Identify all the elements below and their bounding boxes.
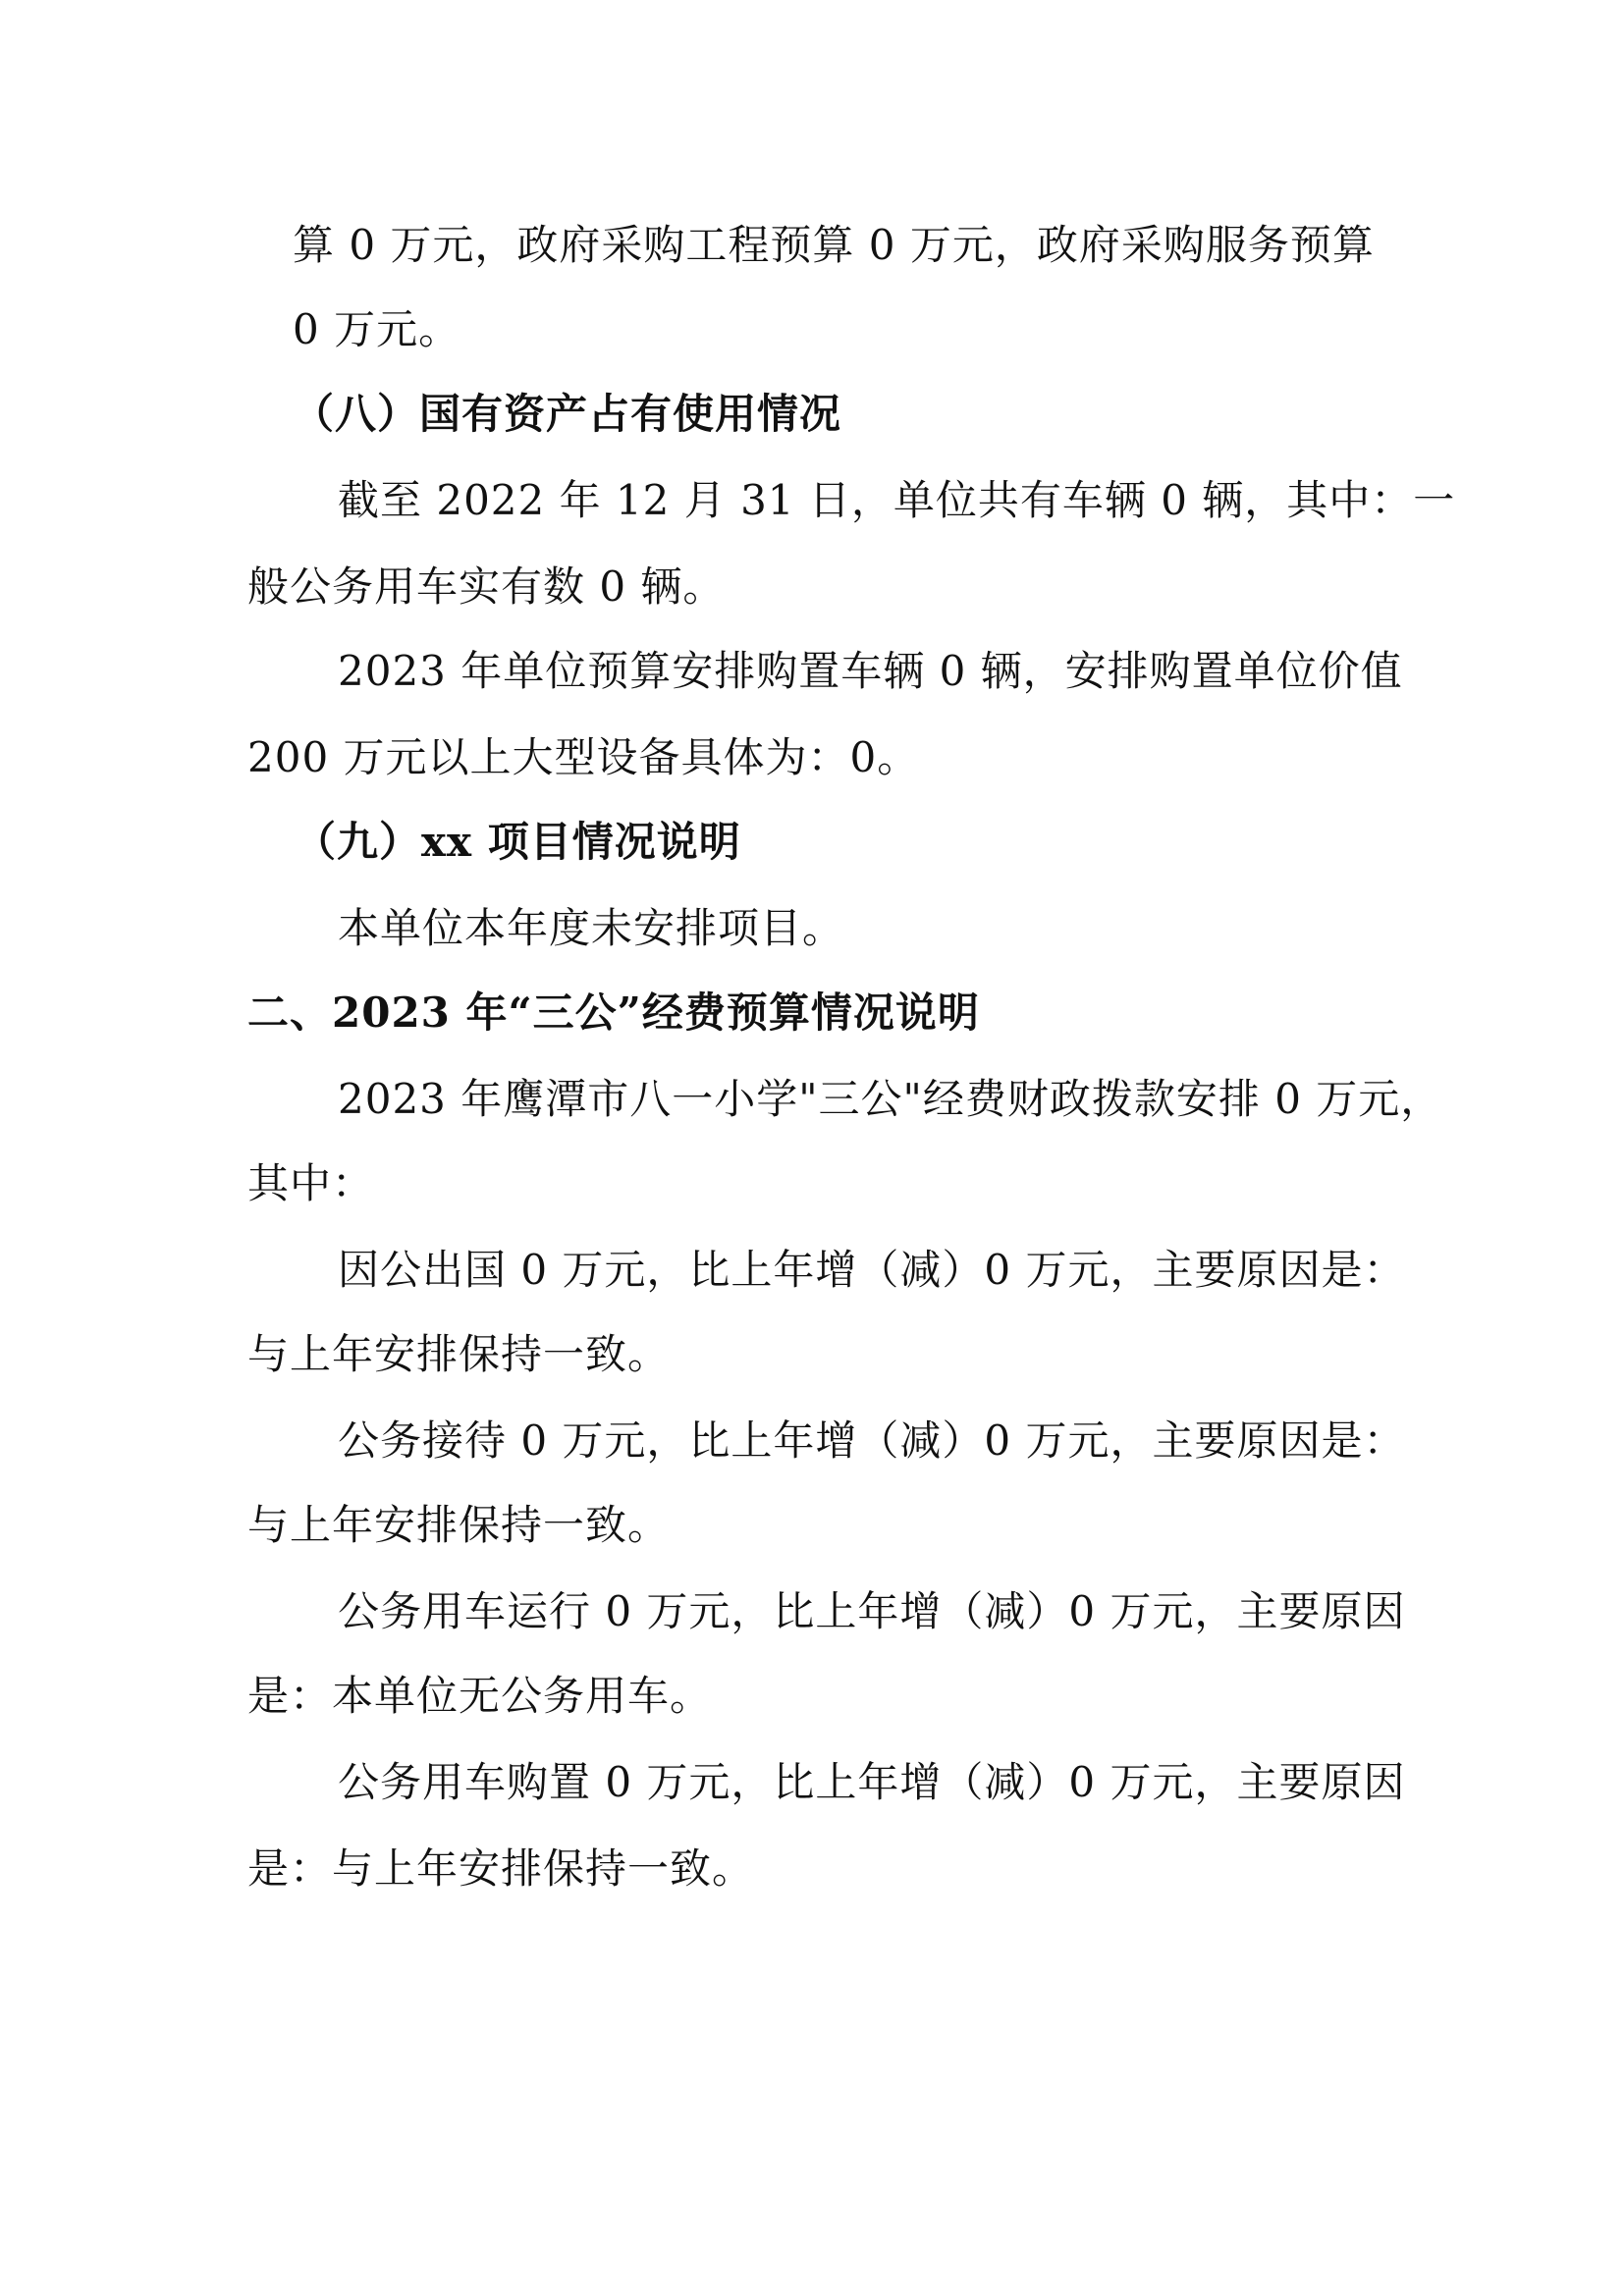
text-line: 公务用车购置 0 万元，比上年增（减）0 万元，主要原因 bbox=[338, 1758, 1406, 1806]
text-line: 公务用车运行 0 万元，比上年增（减）0 万元，主要原因 bbox=[338, 1587, 1406, 1635]
text-line: 因公出国 0 万元，比上年增（减）0 万元，主要原因是： bbox=[338, 1246, 1406, 1294]
section-heading: （九）xx 项目情况说明 bbox=[295, 818, 741, 866]
text-line: 与上年安排保持一致。 bbox=[247, 1330, 671, 1378]
section-heading: 二、2023 年“三公”经费预算情况说明 bbox=[247, 988, 980, 1037]
text-line: 般公务用车实有数 0 辆。 bbox=[247, 562, 726, 611]
text-line: 是：本单位无公务用车。 bbox=[247, 1672, 713, 1720]
text-line: 与上年安排保持一致。 bbox=[247, 1501, 671, 1549]
text-line: 2023 年单位预算安排购置车辆 0 辆，安排购置单位价值 bbox=[338, 647, 1403, 695]
text-line: 其中： bbox=[247, 1159, 375, 1207]
text-line: 截至 2022 年 12 月 31 日，单位共有车辆 0 辆，其中：一 bbox=[338, 476, 1456, 524]
text-line: 200 万元以上大型设备具体为：0。 bbox=[247, 733, 920, 781]
text-line: 2023 年鹰潭市八一小学"三公"经费财政拨款安排 0 万元， bbox=[338, 1075, 1443, 1123]
text-line: 0 万元。 bbox=[293, 305, 461, 353]
text-line: 算 0 万元，政府采购工程预算 0 万元，政府采购服务预算 bbox=[293, 221, 1375, 269]
text-line: 是：与上年安排保持一致。 bbox=[247, 1844, 755, 1893]
text-line: 公务接待 0 万元，比上年增（减）0 万元，主要原因是： bbox=[338, 1416, 1406, 1465]
section-heading: （八）国有资产占有使用情况 bbox=[293, 390, 842, 438]
text-line: 本单位本年度未安排项目。 bbox=[338, 904, 845, 952]
